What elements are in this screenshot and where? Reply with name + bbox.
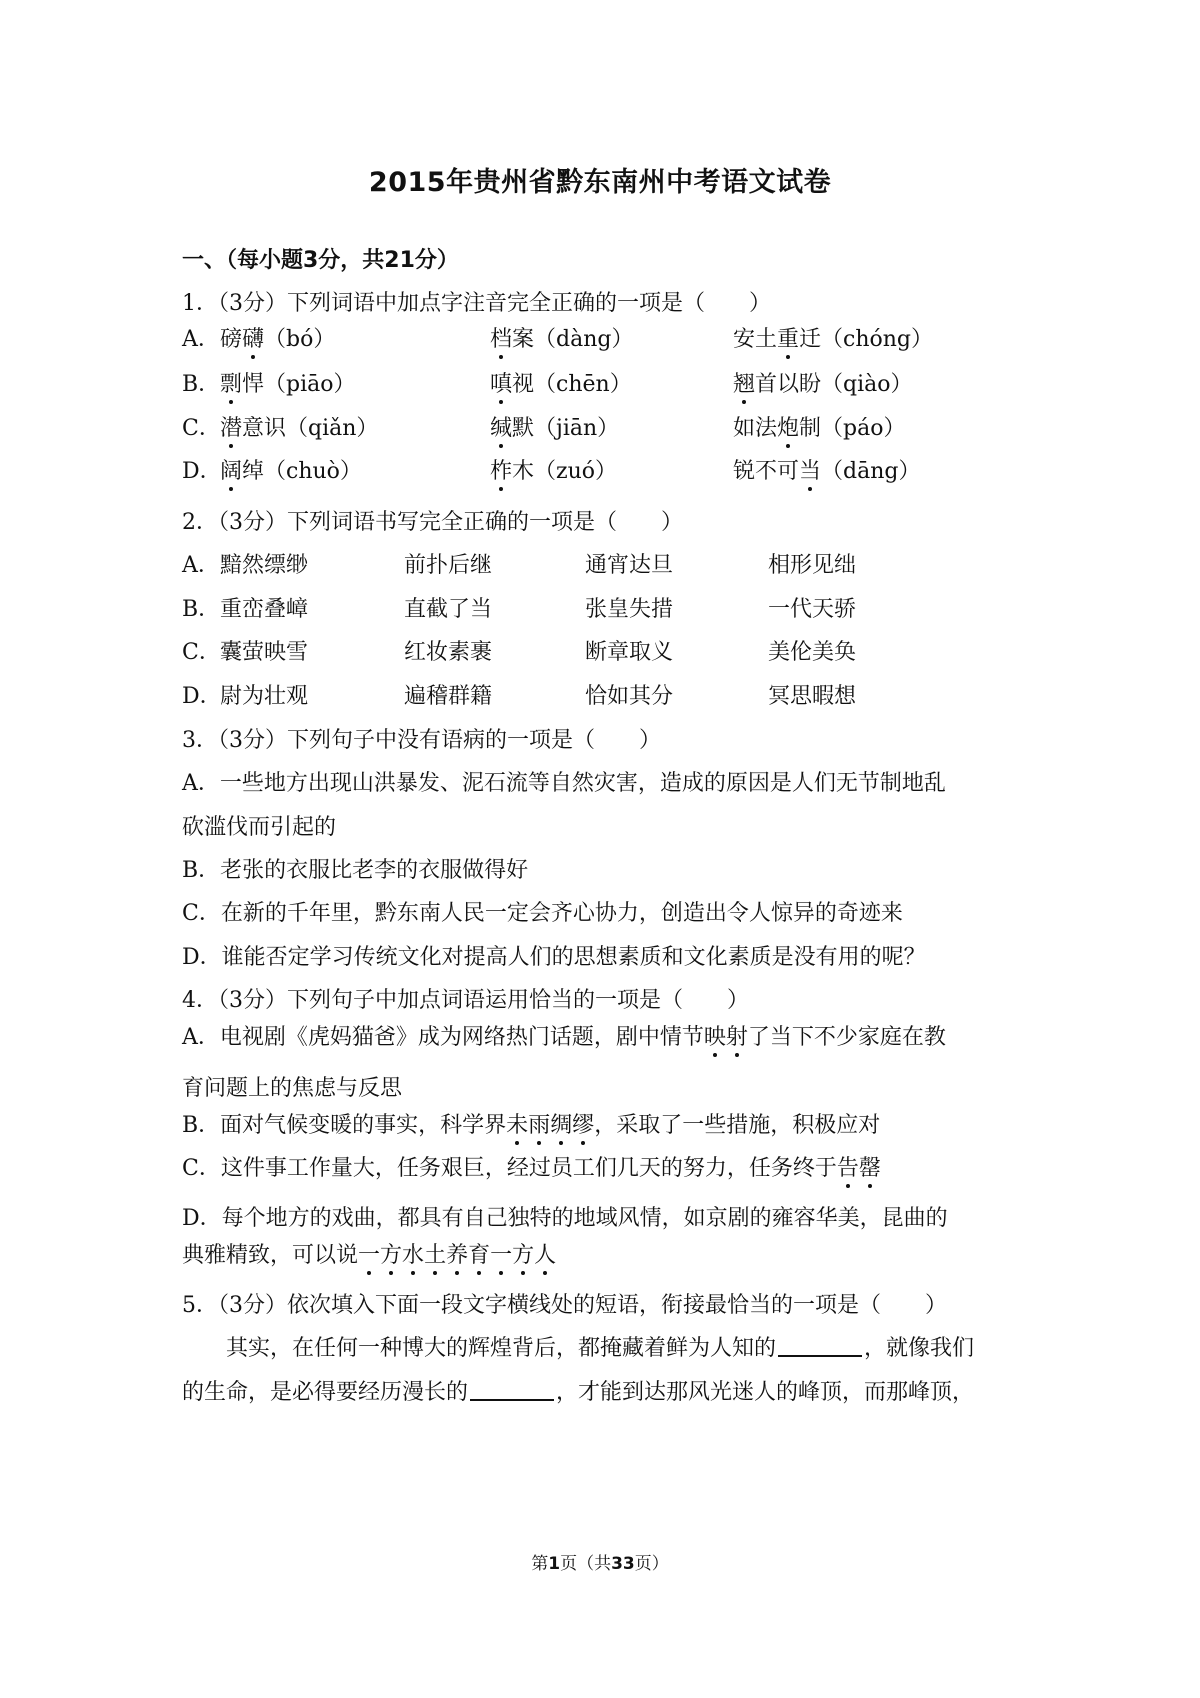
page-number: 1 <box>548 1554 561 1574</box>
dotted-character: 一 <box>490 1243 513 1268</box>
dotted-character: 育 <box>468 1243 491 1268</box>
fill-in-blank[interactable] <box>470 1379 554 1401</box>
word-choice <box>733 370 913 400</box>
dotted-character: 缄 <box>490 416 513 441</box>
text-segment: A．电视剧《虎妈猫爸》成为网络热门话题，剧中情节 <box>182 1025 704 1050</box>
word-choice <box>220 457 362 487</box>
text-segment: 首以盼（qiào） <box>755 372 913 397</box>
dotted-term <box>506 1113 594 1138</box>
word-choice <box>490 414 619 444</box>
dotted-character: 剽 <box>220 372 243 397</box>
question-2-stem: 2．（3分）下列词语书写完全正确的一项是（ ） <box>182 510 683 535</box>
dotted-character: 档 <box>490 327 513 352</box>
text-segment: C．这件事工作量大，任务艰巨，经过员工们几天的努力，任务终于 <box>182 1156 837 1181</box>
option-label: A． <box>182 327 220 352</box>
text-segment: （dāng） <box>821 459 921 484</box>
word-choice <box>490 325 633 355</box>
word-choice: 前扑后继 <box>404 553 493 578</box>
word-choice: 黯然缥缈 <box>220 553 309 578</box>
word-choice: 相形见绌 <box>768 553 857 578</box>
section-heading: 一、（每小题3分，共21分） <box>182 248 459 273</box>
footer-text: 页） <box>634 1554 669 1574</box>
word-choice: 囊萤映雪 <box>220 640 309 665</box>
text-segment: ，采取了一些措施，积极应对 <box>594 1113 881 1138</box>
word-choice: 尉为壮观 <box>220 684 309 709</box>
dotted-term <box>837 1156 881 1181</box>
dotted-character: 人 <box>534 1243 557 1268</box>
dotted-character: 土 <box>424 1243 447 1268</box>
question-3-option-a-line1: A．一些地方出现山洪暴发、泥石流等自然灾害，造成的原因是人们无节制地乱 <box>182 771 946 796</box>
dotted-character: 当 <box>799 459 822 484</box>
word-choice: 美伦美奂 <box>768 640 857 665</box>
fill-in-blank[interactable] <box>778 1335 862 1357</box>
dotted-character: 一 <box>358 1243 381 1268</box>
option-label: B． <box>182 372 221 397</box>
text-segment: 绰（chuò） <box>242 459 362 484</box>
word-choice: 冥思暇想 <box>768 684 857 709</box>
question-5-passage-line2 <box>182 1378 974 1408</box>
dotted-character: 方 <box>512 1243 535 1268</box>
word-choice <box>733 457 920 487</box>
text-segment: ，才能到达那风光迷人的峰顶，而那峰顶， <box>556 1380 975 1405</box>
dotted-character: 翘 <box>733 372 756 397</box>
question-4-option-d-line2 <box>182 1241 556 1271</box>
option-label: D． <box>182 684 222 709</box>
dotted-term <box>358 1243 556 1268</box>
dotted-character: 阔 <box>220 459 243 484</box>
dotted-character: 未 <box>506 1113 529 1138</box>
text-segment: 锐不可 <box>733 459 800 484</box>
word-choice: 恰如其分 <box>585 684 674 709</box>
word-choice: 重峦叠嶂 <box>220 597 309 622</box>
question-3-option-d: D．谁能否定学习传统文化对提高人们的思想素质和文化素质是没有用的呢？ <box>182 945 926 970</box>
text-segment: 意识（qiǎn） <box>242 416 379 441</box>
dotted-term <box>704 1025 748 1050</box>
footer-text: 页（共 <box>560 1554 612 1574</box>
text-segment: 其实，在任何一种博大的辉煌背后，都掩藏着鲜为人知的 <box>226 1336 777 1361</box>
word-choice: 断章取义 <box>585 640 674 665</box>
dotted-character: 射 <box>725 1025 748 1050</box>
page-title: 2015年贵州省黔东南州中考语文试卷 <box>368 167 832 198</box>
question-4-option-c <box>182 1154 881 1184</box>
dotted-character: 嗔 <box>490 372 513 397</box>
text-segment: 迁（chóng） <box>799 327 934 352</box>
option-label: C． <box>182 640 221 665</box>
text-segment: （bó） <box>264 327 336 352</box>
question-4-stem: 4．（3分）下列句子中加点词语运用恰当的一项是（ ） <box>182 988 749 1013</box>
text-segment: 的生命，是必得要经历漫长的 <box>182 1380 469 1405</box>
word-choice: 遍稽群籍 <box>404 684 493 709</box>
option-label: B． <box>182 597 221 622</box>
question-4-option-a-line1 <box>182 1023 946 1053</box>
text-segment: 木（zuó） <box>512 459 618 484</box>
page-total: 33 <box>611 1554 635 1574</box>
word-choice <box>490 457 617 487</box>
word-choice: 张皇失措 <box>585 597 674 622</box>
footer-text: 第 <box>531 1554 549 1574</box>
text-segment: 如法 <box>733 416 778 441</box>
word-choice <box>220 370 356 400</box>
option-label: C． <box>182 416 221 441</box>
text-segment: 案（dàng） <box>512 327 634 352</box>
dotted-character: 缪 <box>572 1113 595 1138</box>
text-segment: 了当下不少家庭在教 <box>747 1025 946 1050</box>
text-segment: B．面对气候变暖的事实，科学界 <box>182 1113 507 1138</box>
word-choice <box>490 370 632 400</box>
word-choice <box>220 325 335 355</box>
option-label: A． <box>182 553 220 578</box>
question-1-stem: 1．（3分）下列词语中加点字注音完全正确的一项是（ ） <box>182 291 771 316</box>
question-5-passage-line1 <box>226 1334 974 1364</box>
text-segment: 悍（piāo） <box>242 372 356 397</box>
option-label: D． <box>182 459 222 484</box>
word-choice: 通宵达旦 <box>585 553 674 578</box>
dotted-character: 养 <box>446 1243 469 1268</box>
question-3-option-b: B．老张的衣服比老李的衣服做得好 <box>182 858 529 883</box>
question-3-option-c: C．在新的千年里，黔东南人民一定会齐心协力，创造出令人惊异的奇迹来 <box>182 901 903 926</box>
text-segment: 视（chēn） <box>512 372 632 397</box>
dotted-character: 礴 <box>242 327 265 352</box>
dotted-character: 重 <box>777 327 800 352</box>
word-choice <box>220 414 378 444</box>
dotted-character: 告 <box>836 1156 859 1181</box>
word-choice <box>733 414 905 444</box>
text-segment: 磅 <box>220 327 243 352</box>
question-5-stem: 5．（3分）依次填入下面一段文字横线处的短语，衔接最恰当的一项是（ ） <box>182 1293 947 1318</box>
question-4-option-d-line1: D．每个地方的戏曲，都具有自己独特的地域风情，如京剧的雍容华美，昆曲的 <box>182 1206 948 1231</box>
page-footer <box>0 1552 1200 1576</box>
word-choice: 红妆素裹 <box>404 640 493 665</box>
text-segment: ，就像我们 <box>864 1336 975 1361</box>
dotted-character: 水 <box>402 1243 425 1268</box>
word-choice: 直截了当 <box>404 597 493 622</box>
dotted-character: 绸 <box>550 1113 573 1138</box>
question-4-option-b <box>182 1111 880 1141</box>
word-choice: 一代天骄 <box>768 597 857 622</box>
text-segment: 典雅精致，可以说 <box>182 1243 359 1268</box>
dotted-character: 方 <box>380 1243 403 1268</box>
question-4-option-a-line2: 育问题上的焦虑与反思 <box>182 1076 403 1101</box>
dotted-character: 罄 <box>858 1156 881 1181</box>
dotted-character: 炮 <box>777 416 800 441</box>
text-segment: 默（jiān） <box>512 416 620 441</box>
dotted-character: 柞 <box>490 459 513 484</box>
text-segment: 制（páo） <box>799 416 906 441</box>
word-choice <box>733 325 933 355</box>
dotted-character: 潜 <box>220 416 243 441</box>
dotted-character: 映 <box>703 1025 726 1050</box>
question-3-option-a-line2: 砍滥伐而引起的 <box>182 815 337 840</box>
question-3-stem: 3．（3分）下列句子中没有语病的一项是（ ） <box>182 728 661 753</box>
text-segment: 安土 <box>733 327 778 352</box>
dotted-character: 雨 <box>528 1113 551 1138</box>
